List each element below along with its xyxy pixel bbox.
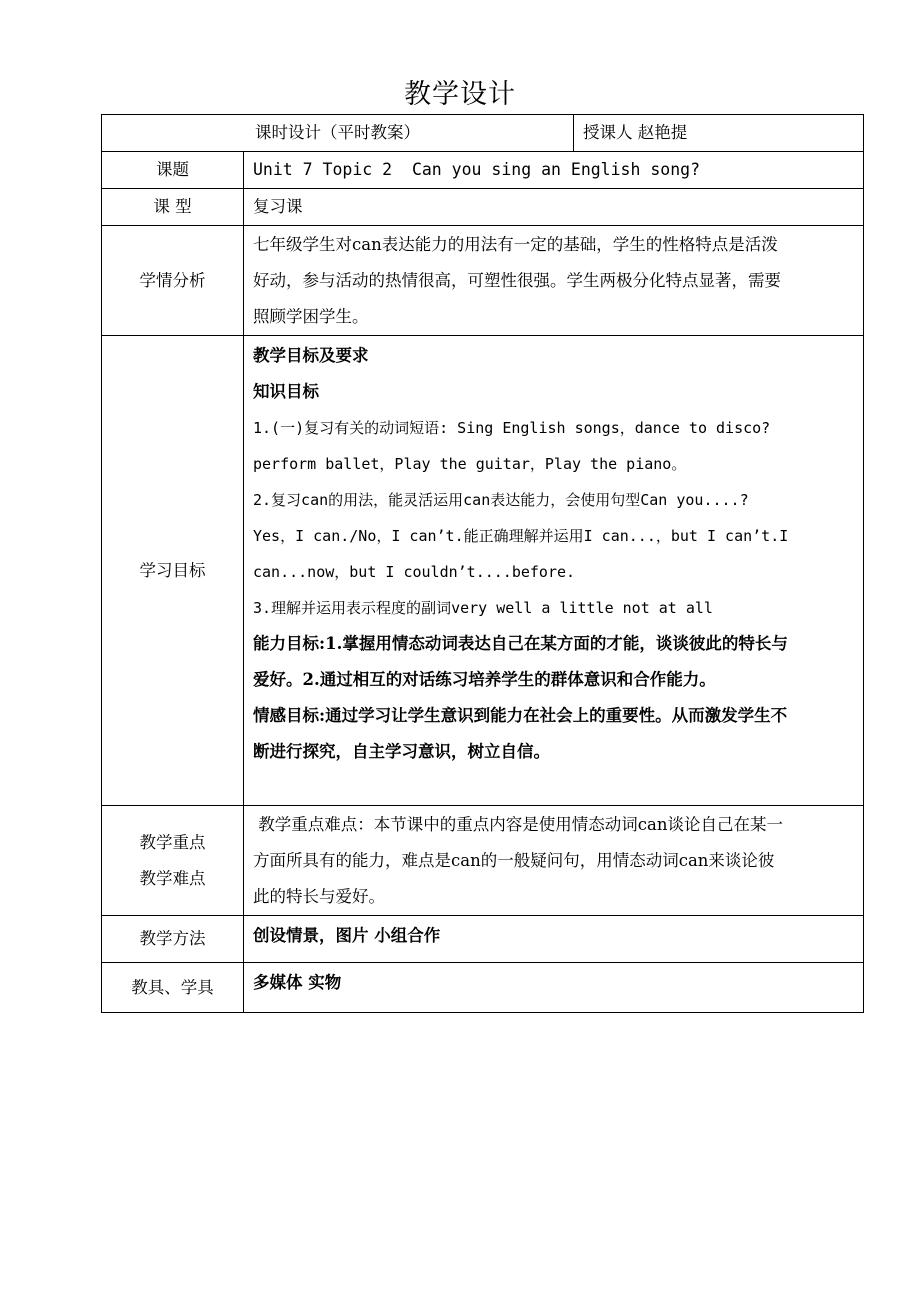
methods-label: 教学方法 xyxy=(102,916,244,963)
key-points-value xyxy=(244,806,864,916)
goals-row xyxy=(102,336,864,806)
key-points-line: 方面所具有的能力，难点是can的一般疑问句，用情态动词can来谈论彼 xyxy=(253,850,775,870)
document-title: 教学设计 xyxy=(404,79,516,110)
type-label: 课 型 xyxy=(102,189,244,226)
tools-value: 多媒体 实物 xyxy=(244,963,864,1013)
goals-line: Yes，I can./No，I can’t.能正确理解并运用I can...，but I can’t.I xyxy=(253,527,789,545)
key-points-row xyxy=(102,806,864,916)
emotion-goals-line: 断进行探究，自主学习意识，树立自信。 xyxy=(253,742,550,761)
goals-label: 学习目标 xyxy=(102,336,244,806)
goals-line: 2.复习can的用法，能灵活运用can表达能力，会使用句型Can you....? xyxy=(253,491,749,509)
ability-goals-line: 能力目标:1.掌握用情态动词表达自己在某方面的才能，谈谈彼此的特长与 xyxy=(253,634,788,653)
knowledge-goals-heading: 知识目标 xyxy=(253,382,319,401)
key-points-line: 此的特长与爱好。 xyxy=(253,886,385,906)
teacher-cell xyxy=(574,115,864,152)
goals-line: 3.理解并运用表示程度的副词very well a little not at all xyxy=(253,599,713,617)
ability-goals-line: 爱好。2.通过相互的对话练习培养学生的群体意识和合作能力。 xyxy=(253,670,716,689)
analysis-label: 学情分析 xyxy=(102,226,244,336)
goals-line: 1.(一)复习有关的动词短语: Sing English songs，dance to disco? xyxy=(253,419,771,437)
key-points-label xyxy=(102,806,244,916)
analysis-row xyxy=(102,226,864,336)
type-value: 复习课 xyxy=(244,189,864,226)
key-points-label-2: 教学难点 xyxy=(139,868,206,888)
goals-heading: 教学目标及要求 xyxy=(253,346,369,365)
topic-label: 课题 xyxy=(102,152,244,189)
methods-row xyxy=(102,916,864,963)
analysis-line: 好动，参与活动的热情很高，可塑性很强。学生两极分化特点显著，需要 xyxy=(253,270,781,290)
key-points-line: 教学重点难点：本节课中的重点内容是使用情态动词can谈论自己在某一 xyxy=(253,814,783,834)
key-points-label-1: 教学重点 xyxy=(139,832,206,852)
emotion-goals-line: 情感目标:通过学习让学生意识到能力在社会上的重要性。从而激发学生不 xyxy=(253,706,788,725)
goals-line: can...now，but I couldn’t....before. xyxy=(253,563,576,581)
tools-row xyxy=(102,963,864,1013)
goals-line: perform ballet，Play the guitar，Play the piano。 xyxy=(253,455,687,473)
goals-value xyxy=(244,336,864,806)
analysis-line: 照顾学困学生。 xyxy=(253,306,369,326)
header-row xyxy=(102,115,864,152)
analysis-line: 七年级学生对can表达能力的用法有一定的基础，学生的性格特点是活泼 xyxy=(253,234,778,254)
tools-label: 教具、学具 xyxy=(102,963,244,1013)
methods-value: 创设情景，图片 小组合作 xyxy=(244,916,864,963)
topic-value: Unit 7 Topic 2 Can you sing an English song? xyxy=(244,152,864,189)
teacher-name: 赵艳提 xyxy=(637,123,688,142)
lesson-design-cell: 课时设计（平时教案） xyxy=(102,115,574,152)
type-row xyxy=(102,189,864,226)
teacher-label: 授课人 xyxy=(583,123,633,142)
lesson-plan-table xyxy=(101,114,864,1013)
analysis-value xyxy=(244,226,864,336)
topic-row xyxy=(102,152,864,189)
